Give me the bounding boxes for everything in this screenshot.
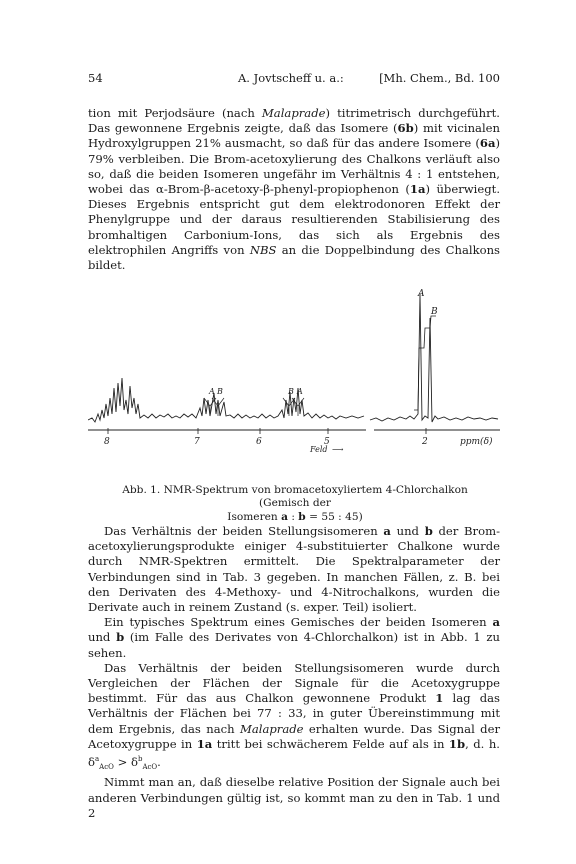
tick-label-2: 2 xyxy=(422,437,428,447)
header-journal: [Mh. Chem., Bd. 100 xyxy=(379,71,500,85)
axis-unit-label: ppm(δ) xyxy=(460,437,493,447)
nmr-spectrum-plot xyxy=(88,288,500,478)
caption-label: Abb. 1. xyxy=(122,484,161,496)
nmr-spectrum-figure xyxy=(88,288,500,478)
peak-label-ba-b: B xyxy=(288,387,294,396)
integration-trace xyxy=(414,316,436,410)
paragraph-continuation: tion mit Perjodsäure (nach Malaprade) titrimetrisch durchgeführt. Das gewonnene Ergebnis zeigte, daß das Isomere (6b) mit vicinalen Hydroxylgruppen 21% ausmacht, so daß für das andere Isomere (6a) 79% verbleiben. Die Brom-acetoxylierung des Chalkons verläuft also so, daß die beiden Isomeren ungefähr im Verhältnis 4 : 1 entstehen, wobei das α-Brom-β-acetoxy-β-phenyl-propiophenon (1a) überwiegt. Dieses Ergebnis entspricht gut dem elektrodonoren Effekt der Phenylgruppe und der daraus resultierenden Stabilisierung des bromhaltigen Carbonium-Ions, das sich als Ergebnis des elektrophilen Angriffs von NBS an die Doppelbindung des Chalkons bildet. xyxy=(88,106,501,273)
field-arrow: ⟶ xyxy=(332,445,344,454)
field-label: Feld xyxy=(310,445,328,454)
page-number: 54 xyxy=(88,71,103,85)
peak-label-ab-b: B xyxy=(217,387,223,396)
body-paragraph-2: Ein typisches Spektrum eines Gemisches der beiden Isomeren a und b (im Falle des Derivates von 4-Chlorchalkon) ist in Abb. 1 zu sehen. xyxy=(88,615,501,660)
tick-label-8: 8 xyxy=(104,437,110,447)
body-paragraph-4: Nimmt man an, daß dieselbe relative Position der Signale auch bei anderen Verbindungen gültig ist, so kommt man zu den in Tab. 1 und 2 xyxy=(88,775,500,820)
tick-label-5: 5 xyxy=(324,437,330,447)
peak-label-ba-a: A xyxy=(297,387,303,396)
figure-caption: Abb. 1. NMR-Spektrum von bromacetoxyliertem 4-Chlorchalkon (Gemisch der Isomeren a : b = 55 : 45) xyxy=(122,484,468,523)
body-paragraph-3: Das Verhältnis der beiden Stellungsisomeren wurde durch Vergleichen der Flächen der Signale für die Acetoxygruppe bestimmt. Für das aus Chalkon gewonnene Produkt 1 lag das Verhältnis der Flächen bei 77 : 33, in guter Übereinstimmung mit dem Ergebnis, das nach Malaprade erhalten wurde. Das Signal der Acetoxygruppe in 1a tritt bei schwächerem Felde auf als in 1b, d. h. $\delta^a_{AcO} > \delta^b_{AcO}$. xyxy=(88,660,501,772)
peak-label-b-top: B xyxy=(431,307,438,317)
running-header xyxy=(88,71,500,87)
peak-label-a-top: A xyxy=(418,289,425,299)
top-paragraph xyxy=(88,106,500,273)
spectrum-trace-left xyxy=(88,378,364,422)
peak-label-ab-a: A xyxy=(209,387,215,396)
body-paragraph-1: Das Verhältnis der beiden Stellungsisomeren a und b der Brom-acetoxylierungsprodukte einiger 4-substituierter Chalkone wurde durch NMR-Spektren ermittelt. Die Spektralparameter der Verbindungen sind in Tab. 3 gegeben. In manchen Fällen, z. B. bei den Derivaten des 4-Methoxy- und 4-Nitrochalkons, wurden die Derivate auch in reinem Zustand (s. exper. Teil) isoliert. xyxy=(88,524,500,615)
body-text xyxy=(88,524,500,821)
header-authors: A. Jovtscheff u. a.: xyxy=(238,71,344,85)
tick-label-7: 7 xyxy=(194,437,200,447)
tick-label-6: 6 xyxy=(256,437,262,447)
